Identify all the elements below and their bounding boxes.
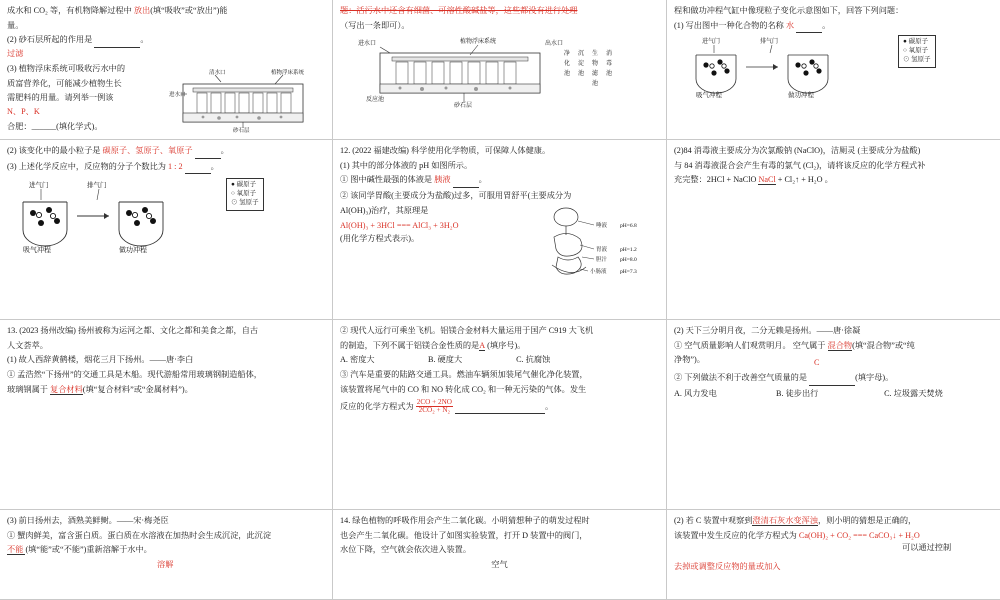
q4-figure-row <box>7 178 325 268</box>
q4-line1: (2) 该变化中的最小粒子是 碳原子、氢原子、氧原子 。 <box>7 145 325 159</box>
svg-text:毒: 毒 <box>605 61 612 68</box>
q8-q3c: 反应的化学方程式为 $\frac{2CO + 2NO}{\text{2CO₂ + N₂}}$ 。 <box>340 397 554 415</box>
svg-text:生: 生 <box>591 51 598 58</box>
svg-text:进气门: 进气门 <box>29 182 49 190</box>
svg-text:出水口: 出水口 <box>544 41 563 48</box>
q12-answer-extra: 去掉或调整反应物的量或加入 <box>674 562 781 572</box>
q5-q1: (1) 其中的部分体液的 pH 如图所示。 <box>340 160 473 170</box>
svg-text:消: 消 <box>605 51 612 58</box>
q10-q1a: ① 蟹肉鲜美，富含蛋白质。蛋白质在水溶液在加热时会生成沉淀，此沉淀 <box>7 530 272 540</box>
q5-answer-equation: Al(OH)₃ + 3HCl === AlCl₃ + 3H₂O <box>340 220 459 230</box>
svg-text:pH=8.0: pH=8.0 <box>620 256 637 263</box>
svg-text:pH=1.2: pH=1.2 <box>620 246 637 253</box>
q8-answer-option: A <box>479 340 486 350</box>
svg-text:植物浮床系统: 植物浮床系统 <box>271 69 305 76</box>
q1-text-a: 成水和 CO₂ 等，有机物降解过程中 <box>7 6 134 15</box>
sewage-plant-diagram <box>350 35 650 113</box>
q2-heading: 题：活污水中还含有细菌、可溶性酸碱盐等，这些都没有进行处理 <box>340 6 578 15</box>
svg-text:进气门: 进气门 <box>702 39 721 46</box>
q9-answer-mixture: 混合物 <box>827 340 853 350</box>
legend-carbon: ● 碳原子 <box>903 38 929 46</box>
svg-text:做功冲程: 做功冲程 <box>119 246 147 255</box>
legend-hydrogen-2: ⊙ 氢原子 <box>231 198 259 206</box>
q1-line6: 需肥料的用量。请列举一例该 <box>7 93 114 103</box>
svg-text:胃液: 胃液 <box>596 246 608 253</box>
q1-answer-filter: 过滤 <box>7 49 24 59</box>
question-cell-8 <box>333 320 667 510</box>
legend-oxygen: ○ 氧原子 <box>903 47 929 55</box>
q12-answer-equation: Ca(OH)₂ + CO₂ === CaCO₃↓ + H₂O <box>798 530 920 540</box>
q10-answer-dissolve: 溶解 <box>157 560 174 570</box>
engine-cycle-diagram <box>674 35 894 105</box>
question-cell-10 <box>0 510 333 600</box>
question-cell-11 <box>333 510 667 600</box>
svg-text:池: 池 <box>605 71 612 78</box>
q3-answer-water: 水 <box>785 20 795 30</box>
svg-text:砂石层: 砂石层 <box>453 103 472 110</box>
question-cell-3 <box>667 0 1000 140</box>
svg-text:排气门: 排气门 <box>87 182 107 190</box>
q9-q1a: ① 空气质量影响人们观赏明月。 空气属于 混合物(填“混合物”或“纯 <box>674 340 915 350</box>
svg-text:植物浮床系统: 植物浮床系统 <box>459 39 496 46</box>
svg-text:唾液: 唾液 <box>596 222 608 229</box>
q12-q2: 该装置中发生反应的化学方程式为 Ca(OH)₂ + CO₂ === CaCO₃↓ + H₂O <box>674 530 920 540</box>
svg-text:池: 池 <box>577 71 584 78</box>
svg-text:砂石层: 砂石层 <box>233 127 250 134</box>
particle-legend <box>898 35 936 67</box>
q8-q2: ② 现代人远行可乘坐飞机。铝镁合金材料大量运用于国产 C919 大飞机 <box>340 326 594 335</box>
question-cell-4 <box>0 140 333 320</box>
q5-q1a: ① 图中碱性最强的体液是 胰液 。 <box>340 174 659 188</box>
svg-text:pH=7.3: pH=7.3 <box>620 268 637 275</box>
svg-text:pH=6.8: pH=6.8 <box>620 222 637 229</box>
q12-answer-limewater: 澄清石灰水变浑浊 <box>752 516 818 525</box>
q1-line3: (2) 砂石层所起的作用是 。 <box>7 34 325 48</box>
floating-bed-diagram <box>163 66 323 136</box>
q10-answer-cannot: 不能 <box>7 545 26 555</box>
q8-q2b: 的制造，下列不属于铝镁合金性质的是A (填序号)。 <box>340 340 526 350</box>
q9-option-a: A. 风力发电 <box>674 388 717 398</box>
q1-figure-row <box>7 63 325 139</box>
q1-answer-npk: N、P、K <box>7 106 40 116</box>
q4-answer-ratio: 1 : 2 <box>168 161 183 171</box>
digestive-system-diagram <box>524 205 654 291</box>
legend-carbon-2: ● 碳原子 <box>231 181 257 189</box>
q7-title: 13. (2023 扬州改编) 扬州被称为运河之都、文化之都和美食之都，自古 <box>7 326 259 335</box>
q1-hint: (填“吸收”或“放出”)能 <box>150 6 228 15</box>
q8-option-a: A. 密度大 <box>340 355 375 365</box>
q10-q1: (3) 前日扬州去，酒熟美鲜鲥。——宋·梅尧臣 <box>7 516 169 525</box>
q10-q1b: 不能 (填“能”或“不能”)重新溶解于水中。 <box>7 545 152 555</box>
question-cell-5 <box>333 140 667 320</box>
q9-q1a-tail2: 净物”)。 <box>674 355 705 365</box>
q8-q3b: 该装置将尾气中的 CO 和 NO 转化成 CO₂ 和一种无污染的气体。发生 <box>340 384 587 394</box>
q5-figure-row <box>340 205 659 291</box>
q1-line4: (3) 植物浮床系统可吸收污水中的 <box>7 63 126 73</box>
q1-answer-release: 放出 <box>133 6 151 15</box>
q7-q1b: 玻璃钢属于 复合材料(填“复合材料”或“金属材料”)。 <box>7 384 193 394</box>
question-cell-6 <box>667 140 1000 320</box>
q12-q3: 可以通过控制 <box>902 543 952 553</box>
q12-q1: (2) 若 C 装置中观察到澄清石灰水变浑浊，则小明的猜想是正确的， <box>674 516 917 525</box>
engine-cycle-diagram-2 <box>7 178 222 268</box>
q11-line3: 水位下降，空气就会依次进入装置。 <box>340 545 472 555</box>
q8-q3: ③ 汽车是重要的陆路交通工具。燃油车辆须加装尾气催化净化装置， <box>340 370 588 380</box>
svg-text:小肠液: 小肠液 <box>590 268 607 275</box>
svg-text:池: 池 <box>591 81 598 88</box>
q9-answer-c: C <box>814 358 820 368</box>
svg-text:排气门: 排气门 <box>760 39 779 46</box>
svg-text:物: 物 <box>591 61 598 68</box>
svg-text:反应池: 反应池 <box>365 97 384 104</box>
q7-answer-composite: 复合材料 <box>50 384 83 394</box>
q8-option-c: C. 抗腐蚀 <box>516 355 551 365</box>
q11-line2: 也会产生二氧化碳。他设计了如图实验装置，打开 D 装置中的阀门， <box>340 530 588 540</box>
q9-q1: (2) 天下三分明月夜，二分无赖是扬州。——唐·徐凝 <box>674 326 861 335</box>
q5-q1b2: Al(OH)₃)治疗，其原理是 <box>340 205 429 215</box>
q6-line2: 与 84 消毒液混合会产生有毒的氯气 (Cl₂)，请将该反应的化学方程式补 <box>674 160 926 170</box>
svg-text:胆汁: 胆汁 <box>596 256 608 263</box>
svg-text:净: 净 <box>563 51 570 58</box>
question-cell-12 <box>667 510 1000 600</box>
svg-text:清水口: 清水口 <box>209 69 226 76</box>
svg-text:吸气冲程: 吸气冲程 <box>696 92 722 100</box>
q1-text-b: (2) 砂石层所起的作用是 <box>7 35 95 45</box>
legend-oxygen-2: ○ 氧原子 <box>231 190 257 198</box>
svg-text:淀: 淀 <box>577 61 584 68</box>
q6-answer-nacl: NaCl <box>758 175 776 185</box>
q1-line5: 质富营养化，可能减少植物生长 <box>7 78 122 88</box>
question-cell-7 <box>0 320 333 510</box>
q11-figure-label: 空气 <box>491 560 508 570</box>
svg-text:滤: 滤 <box>591 71 598 78</box>
question-cell-1 <box>0 0 333 140</box>
q1-line7: 合肥：______(填化学式)。 <box>7 121 103 131</box>
q8-answer-equation: $\frac{2CO + 2NO}{\text{2CO₂ + N₂}}$ <box>416 397 452 415</box>
legend-hydrogen: ⊙ 氢原子 <box>903 55 931 63</box>
q8-options <box>340 354 659 367</box>
q7-q1: (1) 故人西辞黄鹤楼，烟花三月下扬州。——唐·李白 <box>7 355 194 365</box>
q6-line1: (2)84 消毒液主要成分为次氯酸钠 (NaClO)，洁厕灵 (主要成分为盐酸) <box>674 146 921 155</box>
question-cell-2 <box>333 0 667 140</box>
q4-line2: (3) 上述化学反应中，反应物的分子个数比为 1 : 2 。 <box>7 161 325 175</box>
svg-text:吸气冲程: 吸气冲程 <box>23 246 51 255</box>
svg-text:沉: 沉 <box>577 51 584 58</box>
question-cell-9 <box>667 320 1000 510</box>
q9-option-c: C. 垃圾露天焚烧 <box>884 388 943 398</box>
q1-line1 <box>7 5 325 18</box>
q5-q1b3: (用化学方程式表示)。 <box>340 233 420 243</box>
q1-line2: 量。 <box>7 20 24 30</box>
q7-q1a: ① 孟浩然“下扬州”的交通工具是木船。现代游船常用玻璃钢制造船体， <box>7 370 262 380</box>
q3-figure-row <box>674 35 993 105</box>
q5-q1b: ② 该同学胃酸(主要成分为盐酸)过多，可服用胃舒平(主要成分为 <box>340 191 572 201</box>
particle-legend-2 <box>226 178 264 210</box>
q9-options <box>674 388 993 401</box>
q8-option-b: B. 硬度大 <box>428 355 463 365</box>
q7-title2: 人文荟萃。 <box>7 340 48 350</box>
q11-line1: 14. 绿色植物的呼吸作用会产生二氧化碳。小明猜想种子的萌发过程时 <box>340 516 590 525</box>
svg-text:进水口: 进水口 <box>357 41 376 48</box>
q5-title: 12. (2022 福建改编) 科学使用化学物质，可保障人体健康。 <box>340 146 551 155</box>
q9-q2: ② 下列做法不利于改善空气质量的是 (填字母)。 <box>674 372 993 386</box>
q4-answer-particles: 碳原子、氢原子、氧原子 <box>102 146 193 155</box>
svg-text:化: 化 <box>563 61 570 68</box>
svg-text:进水口: 进水口 <box>169 91 186 98</box>
q9-option-b: B. 徒步出行 <box>776 388 819 398</box>
q3-line2: (1) 写出图中一种化合物的名称 水 。 <box>674 20 993 34</box>
svg-text:做功冲程: 做功冲程 <box>788 92 814 100</box>
q2-note: （写出一条即可）。 <box>340 20 410 30</box>
svg-text:池: 池 <box>563 71 570 78</box>
q3-line1: 程和做功冲程气缸中像现粒子变化示意图如下，回答下列问题： <box>674 6 904 15</box>
q6-line3: 充完整：2HCl + NaClO NaCl + Cl₂↑ + H₂O 。 <box>674 175 833 185</box>
q5-answer-pancreas: 胰液 <box>434 175 451 185</box>
